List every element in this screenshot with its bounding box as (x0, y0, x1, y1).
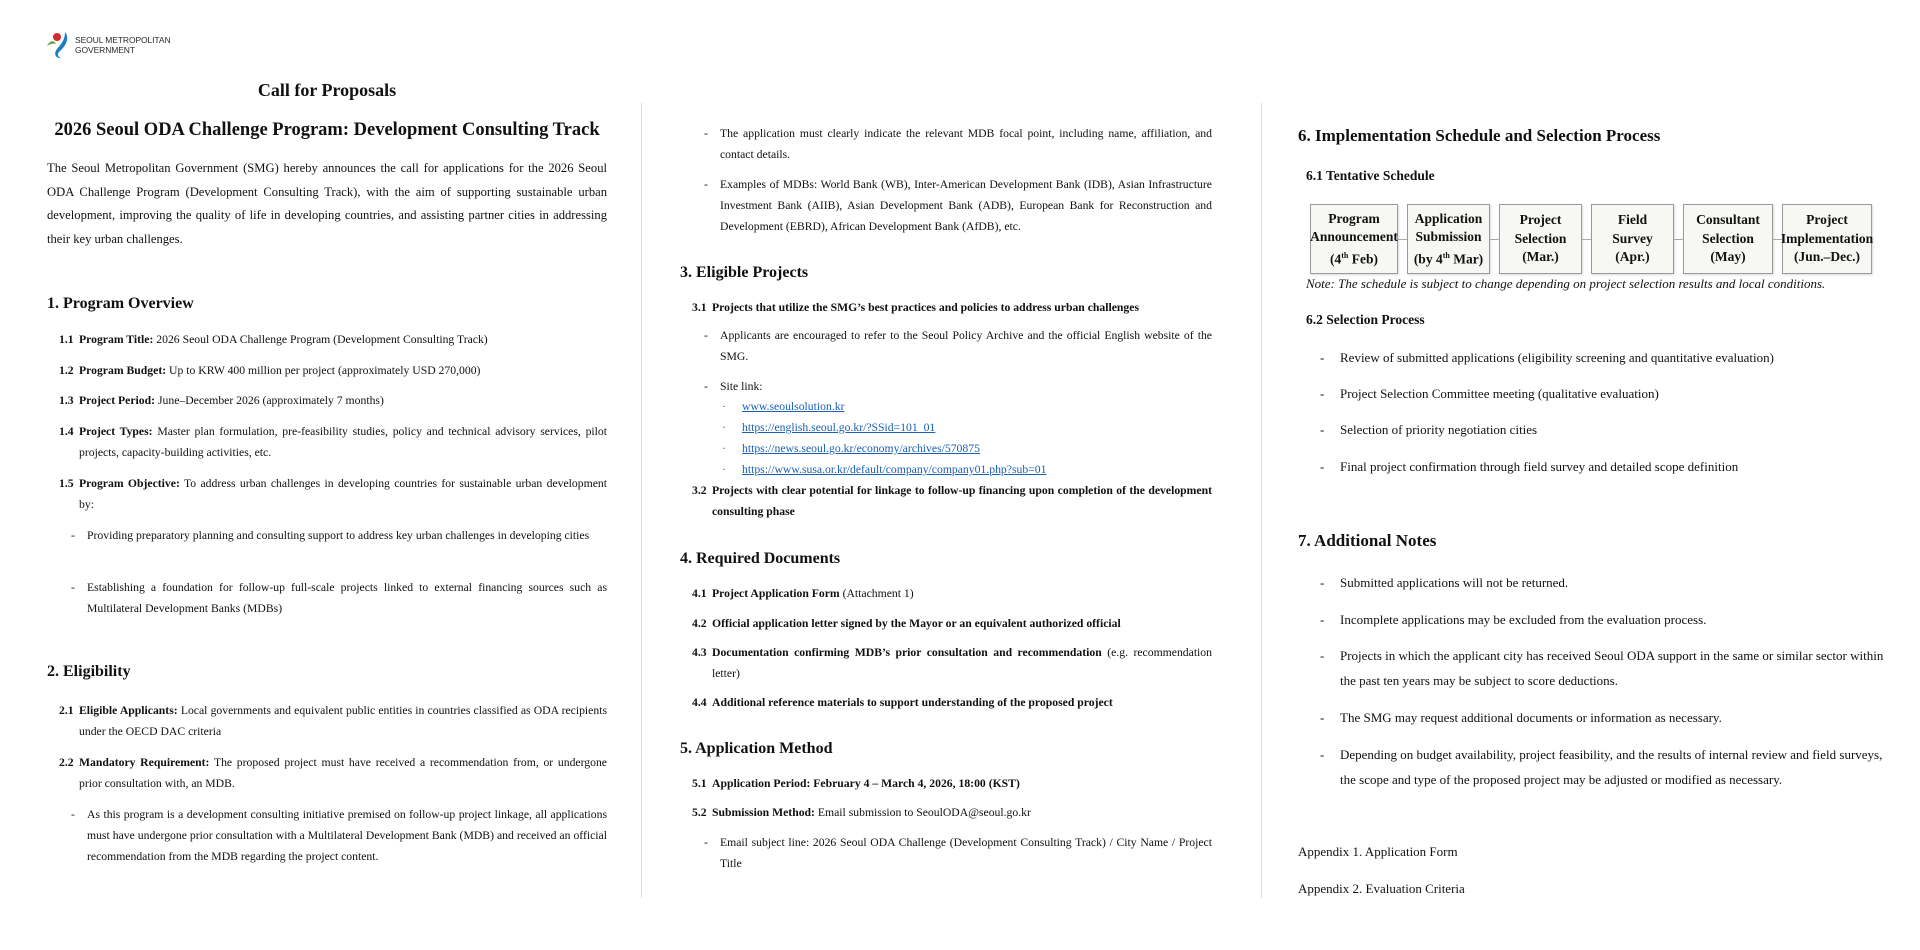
item-text: June–December 2026 (approximately 7 months) (157, 394, 384, 407)
overview-item-1-1 (59, 329, 607, 350)
schedule-step (1782, 204, 1872, 274)
projects-bullet (704, 325, 1212, 367)
column-divider (1261, 103, 1262, 898)
item-number: 4.4 (692, 696, 707, 709)
application-item-5-1 (692, 773, 1212, 794)
intro-paragraph: The Seoul Metropolitan Government (SMG) hereby announces the call for applications for the 2026 Seoul ODA Challenge Program (Development Consulting Track), with the aim of supporting sustainable urban development, improving the quality of life in developing countries, and assisting partner cities in addressing their key urban challenges. (47, 161, 607, 246)
step-date-text: Mar) (1449, 251, 1484, 266)
step-line: Submission (1415, 229, 1482, 244)
bullet-text: The application must clearly indicate the relevant MDB focal point, including name, affiliation, and contact details. (720, 127, 1212, 161)
step-date (1414, 247, 1483, 269)
seoul-logo-icon (46, 30, 72, 60)
schedule-note: Note: The schedule is subject to change depending on project selection results and local conditions. (1306, 276, 1826, 291)
bullet-text: Examples of MDBs: World Bank (WB), Inter-American Development Bank (IDB), Asian Infrastructure Investment Bank (AIIB), Asian Development Bank (ADB), European Bank for Reconstruction and Development (EBRD), African Development Bank (AfDB), etc. (720, 178, 1212, 233)
item-number: 3.2 (692, 484, 707, 497)
dash-bullet-icon: - (71, 529, 75, 542)
additional-note (1320, 643, 1888, 693)
dash-bullet-icon: - (1320, 350, 1325, 365)
step-line: Application (1414, 210, 1483, 226)
step-date (1330, 247, 1378, 269)
item-label: Project Application Form (712, 587, 840, 600)
item-number: 2.1 (59, 704, 74, 717)
selection-step (1320, 345, 1888, 370)
step-date-text: (4 (1330, 251, 1342, 266)
section-2-heading: 2. Eligibility (47, 663, 131, 680)
bullet-text: Selection of priority negotiation cities (1340, 422, 1538, 437)
additional-note (1320, 742, 1888, 792)
step-date-text: Feb) (1348, 251, 1378, 266)
site-link[interactable]: https://english.seoul.go.kr/?SSid=101_01 (742, 421, 936, 434)
schedule-step (1499, 204, 1582, 274)
bullet-text: Applicants are encouraged to refer to the Seoul Policy Archive and the official English website of the SMG. (720, 329, 1212, 363)
item-number: 4.1 (692, 587, 707, 600)
dash-bullet-icon: - (1320, 386, 1325, 401)
item-number: 4.3 (692, 646, 707, 659)
selection-heading: 6.2 Selection Process (1306, 312, 1425, 327)
column-divider (641, 103, 642, 898)
step-date: (May) (1710, 249, 1746, 265)
dash-bullet-icon: - (704, 380, 708, 393)
bullet-text: Depending on budget availability, project feasibility, and the results of internal review and field surveys, the scope and type of the proposed project may be adjusted or modified as necessary. (1340, 747, 1883, 787)
bullet-text: Providing preparatory planning and consulting support to address key urban challenges in developing cities (87, 529, 590, 542)
dash-bullet-icon: - (704, 836, 708, 849)
bullet-text: As this program is a development consulting initiative premised on follow-up project linkage, all applications must have undergone prior consultation with a Multilateral Development Bank (MDB) and received an official recommendation from the MDB regarding the project content. (87, 808, 607, 863)
step-line: Implementation (1780, 230, 1874, 246)
required-doc-4-2 (692, 613, 1212, 634)
step-line: Project (1519, 212, 1562, 228)
step-date-text: (by 4 (1413, 251, 1443, 266)
additional-note (1320, 705, 1888, 730)
eligibility-item-2-1 (59, 700, 607, 742)
step-line: Survey (1612, 230, 1653, 246)
dash-bullet-icon: - (704, 178, 708, 191)
item-number: 1.2 (59, 364, 74, 377)
schedule-heading: 6.1 Tentative Schedule (1306, 168, 1435, 183)
step-line: Selection (1514, 230, 1567, 246)
eligibility-bullet (704, 123, 1212, 165)
item-number: 1.5 (59, 477, 74, 490)
dash-bullet-icon: - (1320, 612, 1325, 627)
bullet-text: The SMG may request additional documents or information as necessary. (1340, 710, 1722, 725)
dot-bullet-icon: · (722, 421, 726, 434)
ordinal-suffix: th (1442, 250, 1450, 260)
section-3-heading: 3. Eligible Projects (680, 264, 809, 281)
site-link[interactable]: www.seoulsolution.kr (742, 400, 845, 413)
item-text: 2026 Seoul ODA Challenge Program (Development Consulting Track) (156, 333, 488, 346)
step-line: Announcement (1310, 229, 1398, 244)
dash-bullet-icon: - (1320, 710, 1325, 725)
objective-bullet (71, 577, 607, 619)
document-title: 2026 Seoul ODA Challenge Program: Development Consulting Track (54, 120, 600, 140)
site-link-item (722, 397, 845, 417)
site-link-item (722, 460, 1047, 480)
step-date: (Apr.) (1615, 249, 1650, 265)
schedule-connector (1490, 239, 1499, 240)
item-text: Master plan formulation, pre-feasibility studies, policy and technical advisory services, pilot projects, capacity-building activities, etc. (79, 425, 607, 459)
eligible-project-3-2 (692, 480, 1212, 522)
appendix-item[interactable]: Appendix 1. Application Form (1298, 844, 1458, 859)
item-label: Documentation confirming MDB’s prior consultation and recommendation (712, 646, 1102, 659)
selection-step (1320, 381, 1888, 406)
bullet-text: Project Selection Committee meeting (qualitative evaluation) (1340, 386, 1659, 401)
bullet-text: Final project confirmation through field survey and detailed scope definition (1340, 459, 1739, 474)
item-number: 1.4 (59, 425, 74, 438)
logo-line-2: GOVERNMENT (75, 45, 135, 55)
dash-bullet-icon: - (704, 127, 708, 140)
bullet-text: Establishing a foundation for follow-up full-scale projects linked to external financing sources such as Multilateral Development Banks (MDBs) (87, 581, 607, 615)
logo-text (75, 35, 171, 55)
objective-bullet (71, 525, 607, 546)
bullet-text: Email subject line: 2026 Seoul ODA Challenge (Development Consulting Track) / City Name / Project Title (720, 836, 1212, 870)
step-line: Consultant (1696, 212, 1760, 228)
call-for-proposals-heading: Call for Proposals (257, 80, 397, 100)
step-line: Selection (1702, 230, 1754, 246)
application-item-5-2 (692, 802, 1212, 823)
ordinal-suffix: th (1341, 250, 1349, 260)
overview-item-1-3 (59, 390, 607, 411)
dash-bullet-icon: - (71, 581, 75, 594)
section-4-heading: 4. Required Documents (680, 550, 841, 567)
eligibility-bullet (704, 174, 1212, 237)
application-bullet (704, 832, 1212, 874)
schedule-connector (1398, 239, 1407, 240)
dash-bullet-icon: - (1320, 575, 1325, 590)
item-text: Up to KRW 400 million per project (approximately USD 270,000) (169, 364, 481, 377)
item-number: 5.2 (692, 806, 707, 819)
dash-bullet-icon: - (704, 329, 708, 342)
bullet-text: Incomplete applications may be excluded from the evaluation process. (1340, 612, 1707, 627)
bullet-text: Site link: (720, 380, 763, 393)
required-doc-4-1 (692, 583, 1212, 604)
schedule-step (1407, 204, 1490, 274)
bullet-text: Submitted applications will not be returned. (1340, 575, 1569, 590)
item-text: Local governments and equivalent public entities in countries classified as ODA recipients under the OECD DAC criteria (79, 704, 608, 738)
dash-bullet-icon: - (1320, 747, 1325, 762)
item-text: The proposed project must have received a recommendation from, or undergone prior consultation with, an MDB. (79, 756, 607, 790)
overview-item-1-4 (59, 421, 607, 463)
item-text: Projects with clear potential for linkage to follow-up financing upon completion of the development consulting phase (712, 484, 1212, 518)
bullet-text: Review of submitted applications (eligibility screening and quantitative evaluation) (1340, 350, 1774, 365)
dot-bullet-icon: · (722, 442, 726, 455)
item-label: Project Period: (79, 394, 156, 407)
item-number: 4.2 (692, 617, 707, 630)
step-date: (Jun.–Dec.) (1794, 249, 1860, 265)
item-label: Program Budget: (79, 364, 167, 377)
eligible-project-3-1 (692, 297, 1212, 318)
overview-item-1-2 (59, 360, 607, 381)
item-label: Eligible Applicants: (79, 704, 178, 717)
item-label: Submission Method: (712, 806, 815, 819)
required-doc-4-4 (692, 692, 1212, 713)
required-doc-4-3 (692, 642, 1212, 684)
schedule-step (1683, 204, 1773, 274)
site-link[interactable]: https://news.seoul.go.kr/economy/archives/570875 (742, 442, 980, 455)
section-1-heading: 1. Program Overview (47, 295, 194, 312)
projects-bullet (704, 376, 1212, 397)
section-5-heading: 5. Application Method (680, 740, 833, 757)
item-label: Application Period: February 4 – March 4, 2026, 18:00 (KST) (712, 777, 1020, 790)
selection-step (1320, 454, 1888, 479)
site-link[interactable]: https://www.susa.or.kr/default/company/company01.php?sub=01 (742, 463, 1047, 476)
item-number: 3.1 (692, 301, 707, 314)
schedule-step (1591, 204, 1674, 274)
item-number: 1.3 (59, 394, 74, 407)
item-label: Program Objective: (79, 477, 180, 490)
item-number: 2.2 (59, 756, 74, 769)
site-link-item (722, 439, 980, 459)
dot-bullet-icon: · (722, 400, 726, 413)
item-number: 5.1 (692, 777, 707, 790)
eligibility-item-2-2 (59, 752, 607, 794)
dash-bullet-icon: - (1320, 459, 1325, 474)
selection-step (1320, 417, 1888, 442)
section-6-heading: 6. Implementation Schedule and Selection Process (1298, 126, 1661, 145)
additional-note (1320, 570, 1888, 595)
schedule-connector (1582, 239, 1591, 240)
schedule-step (1310, 204, 1398, 274)
dash-bullet-icon: - (71, 808, 75, 821)
schedule-connector (1674, 239, 1683, 240)
item-label: Official application letter signed by the Mayor or an equivalent authorized official (712, 617, 1121, 630)
item-number: 1.1 (59, 333, 74, 346)
step-line: Field (1617, 212, 1648, 228)
section-7-heading: 7. Additional Notes (1298, 531, 1437, 550)
item-label: Program Title: (79, 333, 154, 346)
seoul-government-logo (46, 30, 171, 60)
appendix-item[interactable]: Appendix 2. Evaluation Criteria (1298, 881, 1465, 896)
item-label: Mandatory Requirement: (79, 756, 210, 769)
schedule-flow (1310, 204, 1872, 274)
item-text: To address urban challenges in developing countries for sustainable urban development by: (79, 477, 607, 511)
step-line: Project (1806, 212, 1848, 228)
item-label: Project Types: (79, 425, 153, 438)
item-text: Projects that utilize the SMG’s best practices and policies to address urban challenges (712, 301, 1139, 314)
overview-item-1-5 (59, 473, 607, 515)
bullet-text: Projects in which the applicant city has received Seoul ODA support in the same or similar sector within the past ten years may be subject to score deductions. (1340, 648, 1884, 688)
site-link-item (722, 418, 936, 438)
dash-bullet-icon: - (1320, 422, 1325, 437)
item-text: Email submission to SeoulODA@seoul.go.kr (817, 806, 1031, 819)
dash-bullet-icon: - (1320, 648, 1325, 663)
eligibility-bullet (71, 804, 607, 867)
step-line: Program (1328, 210, 1380, 226)
logo-line-1: SEOUL METROPOLITAN (75, 35, 171, 45)
item-text: (e.g. recommendation letter) (712, 646, 1212, 680)
item-label: Additional reference materials to support understanding of the proposed project (712, 696, 1113, 709)
item-text: (Attachment 1) (842, 587, 914, 600)
dot-bullet-icon: · (722, 463, 726, 476)
additional-note (1320, 607, 1888, 632)
step-date: (Mar.) (1522, 249, 1559, 265)
